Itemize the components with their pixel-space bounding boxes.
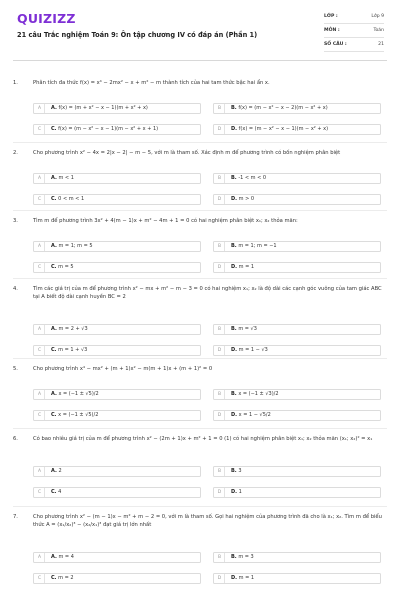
- option-value: f(x) = (m + x² − x − 1)(m + x² + x): [58, 105, 148, 112]
- answer-option-b[interactable]: [213, 389, 381, 400]
- question-block: [13, 218, 387, 271]
- answer-option-a[interactable]: [33, 324, 201, 335]
- option-letter: D: [215, 195, 225, 204]
- option-text: [225, 412, 271, 418]
- question-number: 3.: [13, 218, 18, 224]
- option-text: [45, 243, 93, 249]
- option-letter: B: [215, 390, 225, 399]
- option-key: B.: [231, 243, 237, 250]
- option-letter: C: [35, 263, 45, 272]
- meta-label: LỚP :: [324, 14, 338, 19]
- option-key: A.: [51, 243, 57, 250]
- option-value: 1: [238, 489, 242, 496]
- option-text: [45, 489, 61, 495]
- option-letter: C: [35, 411, 45, 420]
- option-value: 4: [58, 489, 62, 496]
- option-letter: C: [35, 488, 45, 497]
- option-key: D.: [231, 196, 238, 203]
- question-number: 6.: [13, 436, 18, 442]
- option-value: x = (−1 ± √3)/2: [238, 391, 279, 398]
- meta-value: Toán: [373, 28, 384, 33]
- option-value: m < 1: [58, 175, 74, 182]
- option-value: m = 1 + √3: [58, 347, 88, 354]
- answer-option-b[interactable]: [213, 173, 381, 184]
- answer-option-c[interactable]: [33, 410, 201, 421]
- option-text: [45, 412, 98, 418]
- meta-class-row: [324, 10, 384, 24]
- option-value: x = 1 − √5/2: [238, 412, 271, 419]
- option-letter: B: [215, 467, 225, 476]
- answer-option-b[interactable]: [213, 552, 381, 563]
- option-key: D.: [231, 412, 238, 419]
- option-key: B.: [231, 175, 237, 182]
- option-value: m = 1; m = −1: [238, 243, 277, 250]
- option-letter: B: [215, 242, 225, 251]
- question-row: [13, 80, 387, 88]
- option-value: m > 0: [238, 196, 255, 203]
- answer-option-c[interactable]: [33, 262, 201, 273]
- question-text: Cho phương trình x² − 4x = 2|x − 2| − m − 5, với m là tham số. Xác định m để phương trình có bốn nghiệm phân biệt: [33, 150, 341, 156]
- question-number: 2.: [13, 150, 18, 156]
- option-value: m = 1; m = 5: [58, 243, 93, 250]
- option-value: m = 5: [58, 264, 74, 271]
- option-value: m = √3: [238, 326, 257, 333]
- option-text: [225, 175, 266, 181]
- option-text: [45, 554, 74, 560]
- answer-option-a[interactable]: [33, 241, 201, 252]
- question-divider: [13, 142, 387, 143]
- option-text: [45, 105, 148, 111]
- option-key: D.: [231, 264, 238, 271]
- question-divider: [13, 210, 387, 211]
- answer-option-b[interactable]: [213, 466, 381, 477]
- option-key: D.: [231, 126, 238, 133]
- option-key: B.: [231, 326, 237, 333]
- option-letter: C: [35, 574, 45, 583]
- answer-option-d[interactable]: [213, 194, 381, 205]
- meta-label: SỐ CÂU :: [324, 42, 347, 47]
- option-key: C.: [51, 347, 57, 354]
- worksheet-header: [13, 0, 387, 61]
- question-text: Cho phương trình x⁴ − mx² + (m + 1)x² − m(m + 1)x + (m + 1)² = 0: [33, 366, 213, 372]
- answer-option-a[interactable]: [33, 552, 201, 563]
- option-key: D.: [231, 575, 238, 582]
- option-key: A.: [51, 175, 57, 182]
- option-text: [225, 468, 242, 474]
- option-key: A.: [51, 554, 57, 561]
- option-value: m = 3: [238, 554, 254, 561]
- question-text: Tìm m để phương trình 3x² + 4(m − 1)x + m² − 4m + 1 = 0 có hai nghiệm phân biệt x₁; x₂ thỏa mãn:: [33, 218, 298, 224]
- answer-option-b[interactable]: [213, 324, 381, 335]
- answer-option-d[interactable]: [213, 124, 381, 135]
- option-letter: D: [215, 125, 225, 134]
- option-text: [225, 126, 328, 132]
- question-text: Phân tích đa thức f(x) = x⁴ − 2mx² − x + m² − m thành tích của hai tam thức bậc hai ẩn x.: [33, 80, 270, 86]
- option-text: [45, 347, 87, 353]
- option-text: [225, 391, 279, 397]
- answer-option-a[interactable]: [33, 103, 201, 114]
- option-text: [45, 575, 74, 581]
- answer-option-b[interactable]: [213, 103, 381, 114]
- meta-label: MÔN :: [324, 28, 340, 33]
- question-text: Có bao nhiêu giá trị của m để phương trình x² − (2m + 1)x + m² + 1 = 0 (1) có hai nghiệm phân biệt x₁; x₂ thỏa mãn (x₁; x₂)² = x₁: [33, 436, 373, 442]
- answer-option-c[interactable]: [33, 573, 201, 584]
- option-text: [45, 126, 158, 132]
- option-letter: A: [35, 467, 45, 476]
- question-row: [13, 218, 387, 226]
- option-text: [225, 554, 254, 560]
- question-block: [13, 286, 387, 354]
- answer-option-d[interactable]: [213, 487, 381, 498]
- question-row: [13, 514, 387, 530]
- answer-option-a[interactable]: [33, 389, 201, 400]
- question-text: Cho phương trình x² − (m − 1)x − m² + m − 2 = 0, với m là tham số. Gọi hai nghiệm của phương trình đã cho là x₁; x₂. Tìm m để biểu thức A = (x₁/x₂)³ − (x₂/x₁)³ đạt giá trị lớn nhất: [33, 514, 382, 528]
- option-letter: B: [215, 174, 225, 183]
- answer-option-a[interactable]: [33, 173, 201, 184]
- option-letter: A: [35, 325, 45, 334]
- option-key: C.: [51, 489, 57, 496]
- question-divider: [13, 278, 387, 279]
- option-key: A.: [51, 391, 57, 398]
- option-value: m = 1: [238, 264, 255, 271]
- option-letter: A: [35, 174, 45, 183]
- option-value: f(x) = (m − x² − x − 1)(m − x² + x): [238, 126, 329, 133]
- option-letter: D: [215, 488, 225, 497]
- option-letter: D: [215, 574, 225, 583]
- quizizz-logo: QUIZIZZ: [17, 11, 76, 26]
- option-key: B.: [231, 554, 237, 561]
- option-letter: C: [35, 125, 45, 134]
- meta-count-row: [324, 38, 384, 52]
- option-text: [45, 468, 62, 474]
- option-letter: D: [215, 346, 225, 355]
- meta-table: [324, 10, 384, 52]
- question-block: [13, 514, 387, 582]
- option-letter: A: [35, 553, 45, 562]
- option-key: C.: [51, 264, 57, 271]
- option-key: C.: [51, 126, 57, 133]
- meta-value: 21: [378, 42, 384, 47]
- question-number: 4.: [13, 286, 18, 292]
- question-text: Tìm các giá trị của m để phương trình x² − mx + m² − m − 3 = 0 có hai nghiệm x₁; x₂ là độ dài các cạnh góc vuông của tam giác ABC tại A biết độ dài cạnh huyền BC = 2: [33, 286, 382, 300]
- option-letter: C: [35, 346, 45, 355]
- question-row: [13, 366, 387, 374]
- question-block: [13, 150, 387, 203]
- option-letter: B: [215, 553, 225, 562]
- option-key: D.: [231, 347, 238, 354]
- option-value: 0 < m < 1: [58, 196, 85, 203]
- question-number: 1.: [13, 80, 18, 86]
- answer-option-d[interactable]: [213, 345, 381, 356]
- answer-option-d[interactable]: [213, 573, 381, 584]
- answer-option-b[interactable]: [213, 241, 381, 252]
- question-divider: [13, 506, 387, 507]
- option-key: C.: [51, 575, 57, 582]
- option-key: B.: [231, 391, 237, 398]
- question-row: [13, 286, 387, 302]
- option-value: -1 < m < 0: [238, 175, 267, 182]
- option-value: m = 1: [238, 575, 255, 582]
- question-number: 5.: [13, 366, 18, 372]
- answer-option-c[interactable]: [33, 487, 201, 498]
- question-divider: [13, 428, 387, 429]
- question-divider: [13, 358, 387, 359]
- option-value: f(x) = (m − x² − x − 2)(m − x² + x): [238, 105, 328, 112]
- option-letter: B: [215, 325, 225, 334]
- question-row: [13, 436, 387, 444]
- question-number: 7.: [13, 514, 18, 520]
- option-key: D.: [231, 489, 238, 496]
- option-value: m = 4: [58, 554, 74, 561]
- option-text: [225, 489, 242, 495]
- question-block: [13, 436, 387, 496]
- answer-option-a[interactable]: [33, 466, 201, 477]
- option-key: C.: [51, 412, 57, 419]
- option-value: 3: [238, 468, 242, 475]
- option-value: x = (−1 ± √5)/2: [58, 391, 99, 398]
- option-key: A.: [51, 105, 57, 112]
- option-letter: A: [35, 242, 45, 251]
- option-text: [45, 175, 74, 181]
- answer-option-c[interactable]: [33, 124, 201, 135]
- question-block: [13, 80, 387, 133]
- option-letter: D: [215, 263, 225, 272]
- meta-subject-row: [324, 24, 384, 38]
- option-text: [45, 326, 88, 332]
- option-text: [225, 196, 254, 202]
- option-value: m = 2: [58, 575, 74, 582]
- option-text: [45, 264, 74, 270]
- answer-option-d[interactable]: [213, 262, 381, 273]
- option-text: [225, 264, 254, 270]
- option-letter: C: [35, 195, 45, 204]
- option-key: A.: [51, 468, 57, 475]
- option-text: [225, 326, 257, 332]
- option-letter: A: [35, 390, 45, 399]
- option-value: f(x) = (m − x² − x − 1)(m − x² + x + 1): [58, 126, 159, 133]
- option-value: m = 1 − √3: [238, 347, 268, 354]
- answer-option-c[interactable]: [33, 194, 201, 205]
- option-letter: D: [215, 411, 225, 420]
- answer-option-c[interactable]: [33, 345, 201, 356]
- option-text: [225, 575, 254, 581]
- option-text: [225, 105, 328, 111]
- option-text: [45, 391, 99, 397]
- option-key: A.: [51, 326, 57, 333]
- option-value: m = 2 + √3: [58, 326, 88, 333]
- option-letter: B: [215, 104, 225, 113]
- option-letter: A: [35, 104, 45, 113]
- option-key: C.: [51, 196, 57, 203]
- option-text: [225, 347, 268, 353]
- question-row: [13, 150, 387, 158]
- option-value: 2: [58, 468, 62, 475]
- option-key: B.: [231, 105, 237, 112]
- option-key: B.: [231, 468, 237, 475]
- worksheet-title: 21 câu Trắc nghiệm Toán 9: Ôn tập chương IV có đáp án (Phần 1): [17, 31, 258, 39]
- option-value: x = (−1 ± √5)/2: [58, 412, 99, 419]
- answer-option-d[interactable]: [213, 410, 381, 421]
- meta-value: Lớp 9: [371, 14, 384, 19]
- question-block: [13, 366, 387, 419]
- option-text: [225, 243, 277, 249]
- option-text: [45, 196, 84, 202]
